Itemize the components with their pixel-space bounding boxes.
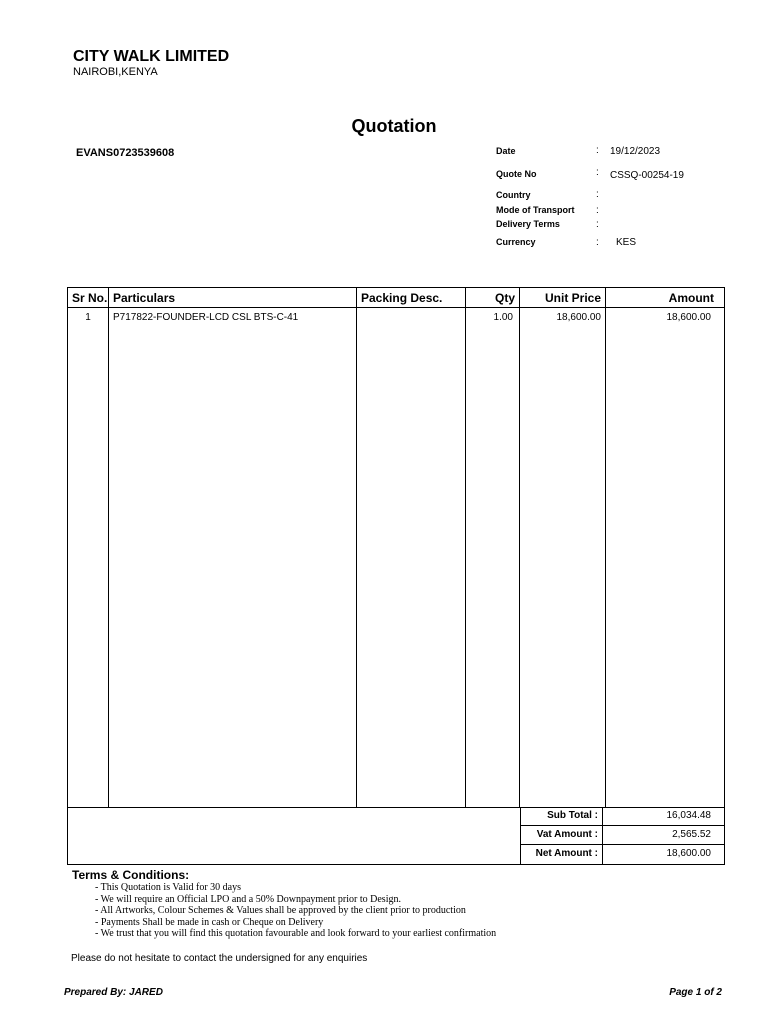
- table-header-row: [68, 288, 725, 308]
- date-label: Date: [496, 146, 516, 156]
- totals-box: [67, 807, 725, 865]
- date-colon: :: [596, 145, 599, 156]
- prepared-by: Prepared By: JARED: [64, 987, 163, 998]
- customer-reference: EVANS0723539608: [76, 147, 175, 159]
- filler-cell: [357, 326, 466, 808]
- header-packing-desc: Packing Desc.: [357, 288, 466, 308]
- cell-unit-price: 18,600.00: [520, 308, 606, 327]
- filler-cell: [109, 326, 357, 808]
- contact-note: Please do not hesitate to contact the undersigned for any enquiries: [71, 953, 368, 964]
- delivery-terms-colon: :: [596, 219, 599, 230]
- transport-label: Mode of Transport: [496, 205, 575, 215]
- cell-particulars: P717822-FOUNDER-LCD CSL BTS-C-41: [109, 308, 357, 327]
- filler-cell: [466, 326, 520, 808]
- filler-cell: [606, 326, 725, 808]
- header-qty: Qty: [466, 288, 520, 308]
- net-amount-value: 18,600.00: [666, 848, 711, 859]
- terms-item: - We trust that you will find this quotation favourable and look forward to your earliest confirmation: [95, 928, 497, 939]
- terms-title: Terms & Conditions:: [72, 868, 190, 882]
- table-row: [68, 308, 725, 327]
- company-name: CITY WALK LIMITED: [73, 48, 230, 65]
- cell-qty: 1.00: [466, 308, 520, 327]
- terms-list: [95, 882, 496, 940]
- net-amount-label: Net Amount :: [535, 848, 598, 859]
- vat-label: Vat Amount :: [536, 829, 598, 840]
- header-sr-no: Sr No.: [68, 288, 109, 308]
- header-particulars: Particulars: [109, 288, 357, 308]
- delivery-terms-label: Delivery Terms: [496, 219, 560, 229]
- subtotal-label: Sub Total :: [547, 810, 598, 821]
- currency-value: KES: [616, 237, 637, 248]
- filler-cell: [68, 326, 109, 808]
- quote-no-label: Quote No: [496, 169, 537, 179]
- subtotal-value: 16,034.48: [666, 810, 711, 821]
- table-filler-row: [68, 326, 725, 808]
- country-colon: :: [596, 189, 599, 200]
- filler-cell: [520, 326, 606, 808]
- transport-colon: :: [596, 205, 599, 216]
- cell-packing-desc: [357, 308, 466, 327]
- vat-value: 2,565.52: [672, 829, 711, 840]
- terms-item: - We will require an Official LPO and a 50% Downpayment prior to Design.: [95, 893, 401, 905]
- quote-no-value: CSSQ-00254-19: [610, 170, 684, 181]
- cell-amount: 18,600.00: [606, 308, 725, 327]
- items-table: [67, 287, 725, 808]
- country-label: Country: [496, 190, 531, 200]
- header-amount: Amount: [606, 288, 725, 308]
- vat-row: [520, 825, 724, 844]
- company-address: NAIROBI,KENYA: [73, 66, 158, 78]
- terms-item: - This Quotation is Valid for 30 days: [95, 882, 242, 893]
- quote-no-colon: :: [596, 167, 599, 178]
- subtotal-row: [520, 807, 724, 825]
- header-unit-price: Unit Price: [520, 288, 606, 308]
- page-number: Page 1 of 2: [669, 987, 722, 998]
- document-title: Quotation: [351, 116, 437, 136]
- terms-item: - All Artworks, Colour Schemes & Values shall be approved by the client prior to production: [95, 905, 466, 916]
- currency-label: Currency: [496, 237, 536, 247]
- net-amount-row: [520, 844, 724, 864]
- terms-item: - Payments Shall be made in cash or Cheque on Delivery: [95, 916, 324, 928]
- currency-colon: :: [596, 237, 599, 248]
- cell-sr-no: 1: [68, 308, 109, 327]
- date-value: 19/12/2023: [610, 146, 661, 157]
